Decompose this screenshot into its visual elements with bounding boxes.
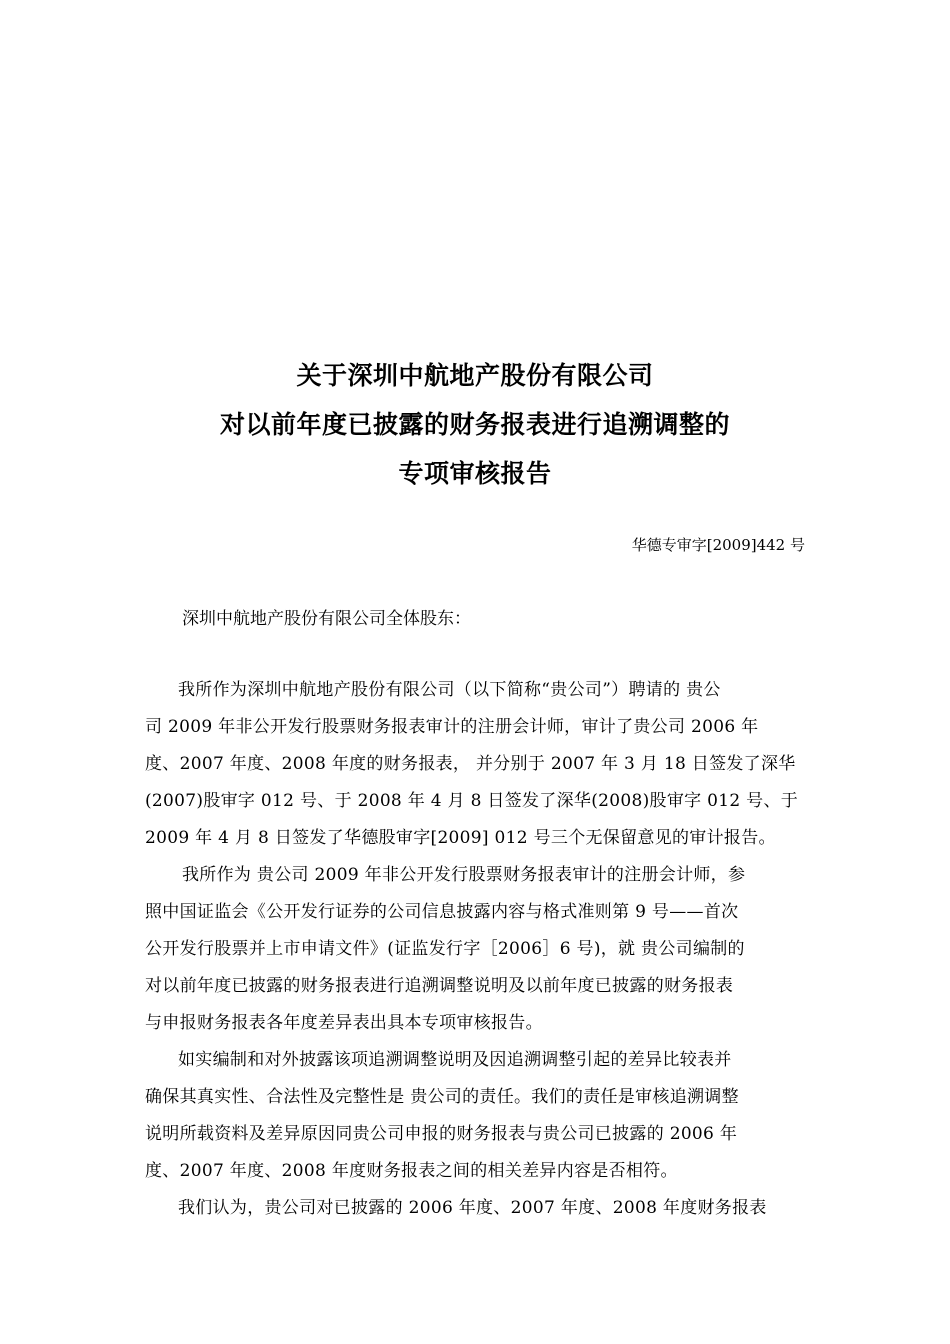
reference-number: 华德专审字[2009]442 号	[631, 536, 805, 554]
body-line: 照中国证监会《公开发行证券的公司信息披露内容与格式准则第 9 号——首次	[145, 902, 739, 922]
document-title-line-2: 对以前年度已披露的财务报表进行追溯调整的	[219, 410, 730, 439]
body-line: 如实编制和对外披露该项追溯调整说明及因追溯调整引起的差异比较表并	[178, 1050, 732, 1070]
document-title-line-3: 专项审核报告	[398, 459, 552, 488]
body-line: (2007)股审字 012 号、于 2008 年 4 月 8 日签发了深华(2008)股审字 012 号、于	[145, 791, 799, 811]
body-line: 我所作为 贵公司 2009 年非公开发行股票财务报表审计的注册会计师，参	[182, 865, 746, 885]
body-line: 说明所载资料及差异原因同贵公司申报的财务报表与贵公司已披露的 2006 年	[145, 1124, 738, 1144]
body-line: 确保其真实性、合法性及完整性是 贵公司的责任。我们的责任是审核追溯调整	[145, 1087, 739, 1107]
body-line: 司 2009 年非公开发行股票财务报表审计的注册会计师，审计了贵公司 2006 年	[145, 717, 759, 737]
body-line: 公开发行股票并上市申请文件》(证监发行字［2006］6 号)，就 贵公司编制的	[145, 939, 745, 959]
body-line: 对以前年度已披露的财务报表进行追溯调整说明及以前年度已披露的财务报表	[145, 976, 734, 996]
body-line: 与申报财务报表各年度差异表出具本专项审核报告。	[145, 1013, 543, 1033]
body-line: 2009 年 4 月 8 日签发了华德股审字[2009] 012 号三个无保留意见的审计报告。	[145, 828, 776, 848]
body-line: 我们认为，贵公司对已披露的 2006 年度、2007 年度、2008 年度财务报表	[178, 1198, 767, 1218]
body-line: 度、2007 年度、2008 年度的财务报表， 并分别于 2007 年 3 月 18 日签发了深华	[145, 754, 796, 774]
salutation: 深圳中航地产股份有限公司全体股东：	[182, 609, 471, 629]
document-title-line-1: 关于深圳中航地产股份有限公司	[296, 361, 654, 390]
body-line: 度、2007 年度、2008 年度财务报表之间的相关差异内容是否相符。	[145, 1161, 678, 1181]
body-line: 我所作为深圳中航地产股份有限公司（以下简称“贵公司”）聘请的 贵公	[178, 680, 721, 700]
